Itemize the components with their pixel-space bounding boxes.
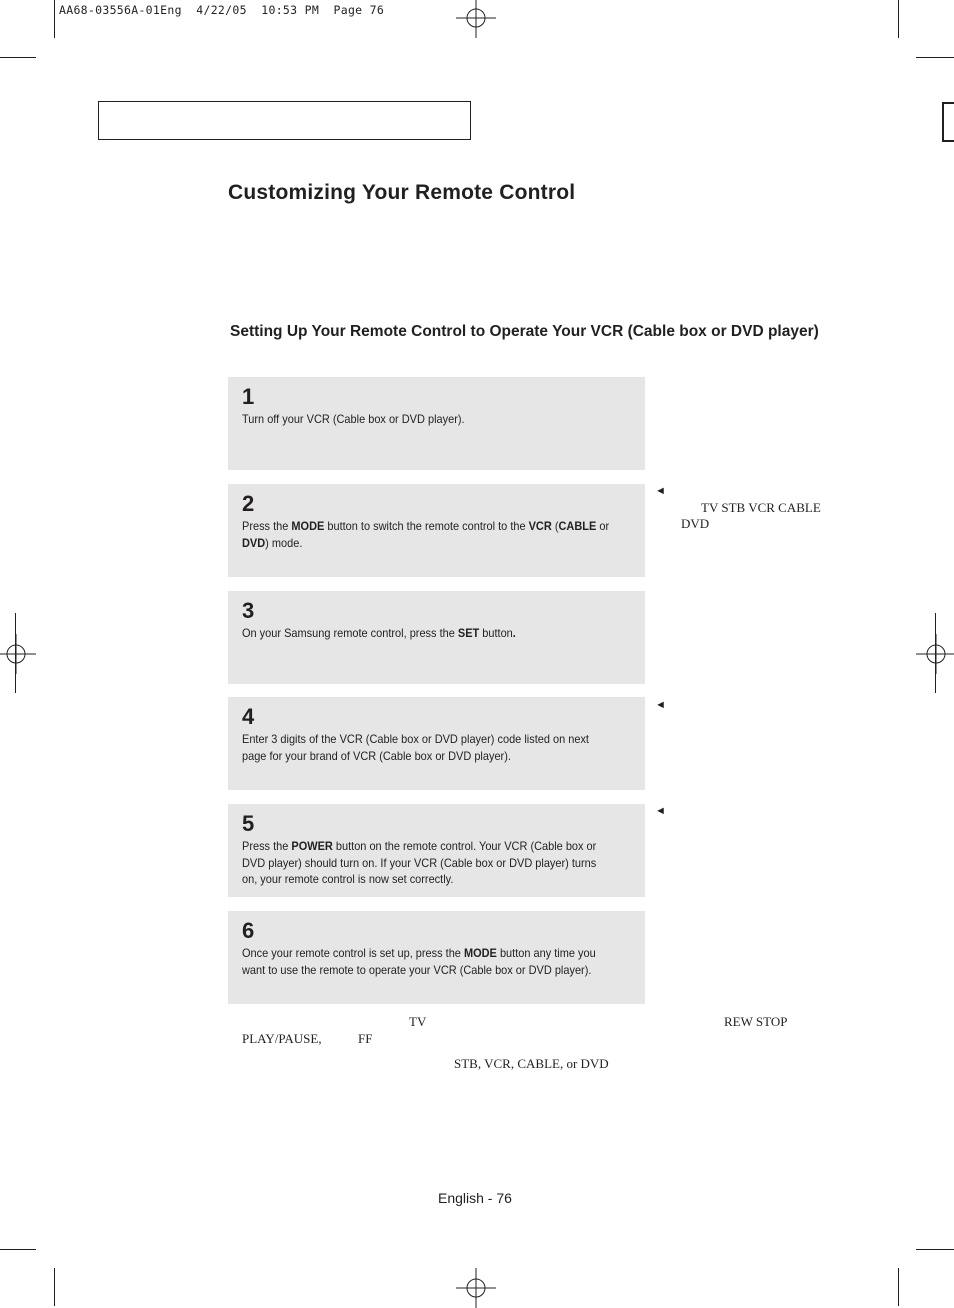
step-number: 5 (242, 811, 255, 836)
crop-mark (0, 1249, 36, 1250)
note-text: STB, VCR, CABLE, or DVD (454, 1056, 609, 1071)
step-text: Press the POWER button on the remote control. Your VCR (Cable box or DVD player) should turn on. If your VCR (Cable box or DVD player) turns on, your remote control is now set correctly. (242, 839, 597, 886)
page-footer: English - 76 (438, 1190, 512, 1206)
step-number: 4 (242, 704, 255, 729)
step-number: 3 (242, 598, 255, 623)
note-triangle-icon: ◄ (655, 805, 666, 817)
crop-mark (15, 613, 16, 693)
step-box (228, 484, 645, 577)
page-title: Customizing Your Remote Control (228, 181, 576, 204)
crop-mark (54, 0, 55, 38)
crop-mark (0, 57, 36, 58)
crop-mark (935, 613, 936, 693)
step-box (228, 697, 645, 790)
print-slug: AA68-03556A-01Eng 4/22/05 10:53 PM Page 76 (59, 3, 385, 17)
step-box (228, 804, 645, 897)
note-triangle-icon: ◄ (655, 699, 666, 711)
mode-list-text: TV STB VCR CABLE (701, 500, 821, 515)
crop-mark (54, 1268, 55, 1306)
note-triangle-icon: ◄ (655, 485, 666, 497)
crop-mark (916, 1249, 954, 1250)
chapter-header-box (98, 101, 471, 140)
step-box (228, 591, 645, 684)
note-text: PLAY/PAUSE, (242, 1031, 322, 1046)
section-title: Setting Up Your Remote Control to Operate Your VCR (Cable box or DVD player) (230, 323, 819, 340)
step-text: Press the MODE button to switch the remote control to the VCR (CABLE or DVD) mode. (242, 519, 610, 550)
step-text: On your Samsung remote control, press the SET button. (242, 626, 516, 640)
step-box (228, 377, 645, 470)
mode-list-text: DVD (681, 516, 710, 531)
registration-mark-icon (0, 634, 36, 674)
chapter-side-tab (942, 102, 954, 142)
note-text: REW STOP (724, 1014, 788, 1029)
step-number: 2 (242, 491, 255, 516)
note-text: FF (358, 1031, 373, 1046)
step-text: Once your remote control is set up, press the MODE button any time you want to use the remote to operate your VCR (Cable box or DVD player). (242, 946, 596, 977)
crop-mark (898, 0, 899, 38)
crop-mark (898, 1268, 899, 1306)
crop-mark (916, 57, 954, 58)
registration-mark-icon (456, 1268, 496, 1308)
step-text: Enter 3 digits of the VCR (Cable box or DVD player) code listed on next page for your brand of VCR (Cable box or DVD player). (242, 732, 589, 763)
step-number: 6 (242, 918, 255, 943)
step-text: Turn off your VCR (Cable box or DVD player). (242, 412, 465, 426)
note-text: TV (409, 1014, 427, 1029)
step-number: 1 (242, 384, 255, 409)
step-box (228, 911, 645, 1004)
registration-mark-icon (456, 0, 496, 40)
